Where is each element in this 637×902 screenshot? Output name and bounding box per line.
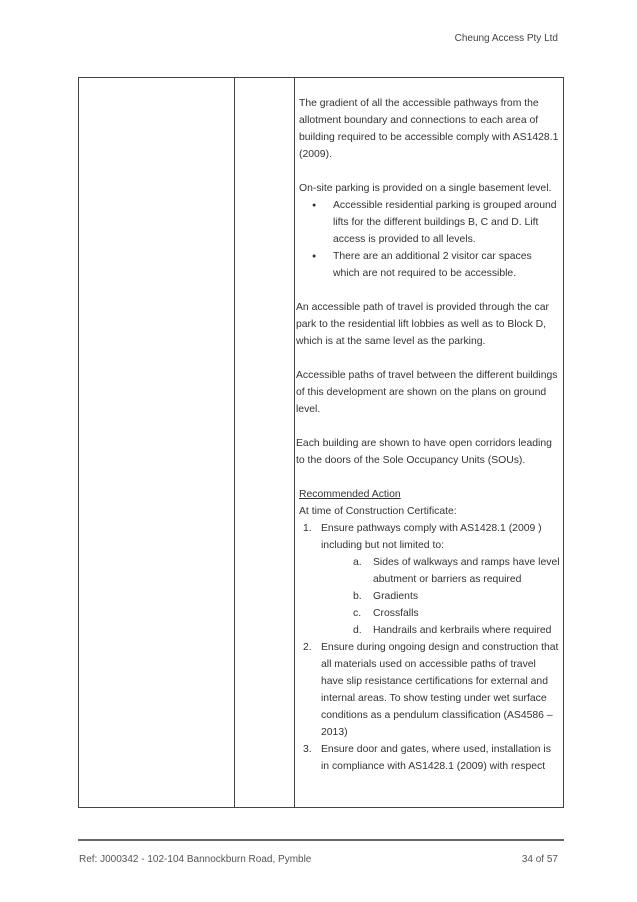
parking-paragraph: On-site parking is provided on a single basement level. — [299, 183, 552, 194]
corridors-paragraph: Each building are shown to have open corridors leading to the doors of the Sole Occupancy Units (SOUs). — [296, 438, 552, 466]
list-item-text: Handrails and kerbrails where required — [373, 625, 552, 636]
list-item-text: Gradients — [373, 591, 419, 602]
footer-divider — [78, 839, 564, 841]
list-item — [295, 520, 563, 639]
list-item: ● There are an additional 2 visitor car spaces which are not required to be accessible. — [295, 248, 563, 282]
list-item-text: Crossfalls — [373, 608, 419, 619]
list-marker: a. — [353, 557, 362, 568]
list-item — [295, 639, 563, 741]
gradient-paragraph: The gradient of all the accessible pathways from the allotment boundary and connections to each area of building required to be accessible comply with AS1428.1 (2009). — [299, 98, 559, 160]
list-item — [321, 554, 561, 588]
list-item — [295, 741, 563, 775]
list-item-text: Sides of walkways and ramps have level abutment or barriers as required — [373, 557, 560, 585]
page-number: 34 of 57 — [521, 854, 558, 865]
footer-reference: Ref: J000342 - 102-104 Bannockburn Road, Pymble — [79, 854, 312, 865]
list-item — [321, 605, 561, 622]
comments-cell — [295, 78, 564, 808]
recommended-action-intro: At time of Construction Certificate: — [299, 506, 457, 517]
clause-cell — [79, 78, 235, 808]
car-park-path-paragraph: An accessible path of travel is provided through the car park to the residential lift lobbies as well as to Block D, which is at the same level as the parking. — [296, 302, 549, 347]
pathway-subitems-list — [321, 554, 561, 639]
compliance-cell — [235, 78, 295, 808]
list-item — [321, 622, 561, 639]
recommended-action-heading: Recommended Action — [299, 489, 401, 500]
list-item-text: Ensure door and gates, where used, installation is in compliance with AS1428.1 (2009) with respect — [321, 744, 551, 772]
list-marker: 3. — [303, 744, 312, 755]
list-item — [321, 588, 561, 605]
comments-content — [295, 78, 563, 775]
recommended-actions-list — [295, 520, 563, 775]
list-item: ● Accessible residential parking is grouped around lifts for the different buildings B, C and D. Lift access is provided to all levels. — [295, 197, 563, 248]
list-marker: 1. — [303, 523, 312, 534]
list-marker: b. — [353, 591, 362, 602]
list-marker: c. — [353, 608, 362, 619]
assessment-table — [78, 77, 564, 808]
list-item-text: Ensure pathways comply with AS1428.1 (2009 ) including but not limited to: — [321, 523, 542, 551]
list-item-text: Ensure during ongoing design and construction that all materials used on accessible paths of travel have slip resistance certifications for external and internal areas. To show testing under wet surface conditions as a pendulum classification (AS4586 – 2013) — [321, 642, 559, 738]
list-marker: d. — [353, 625, 362, 636]
company-name: Cheung Access Pty Ltd — [454, 33, 558, 44]
building-paths-paragraph: Accessible paths of travel between the different buildings of this development are shown on the plans on ground level. — [296, 370, 558, 415]
table-row — [79, 78, 564, 808]
parking-bullet-list — [295, 197, 563, 282]
list-marker: 2. — [303, 642, 312, 653]
